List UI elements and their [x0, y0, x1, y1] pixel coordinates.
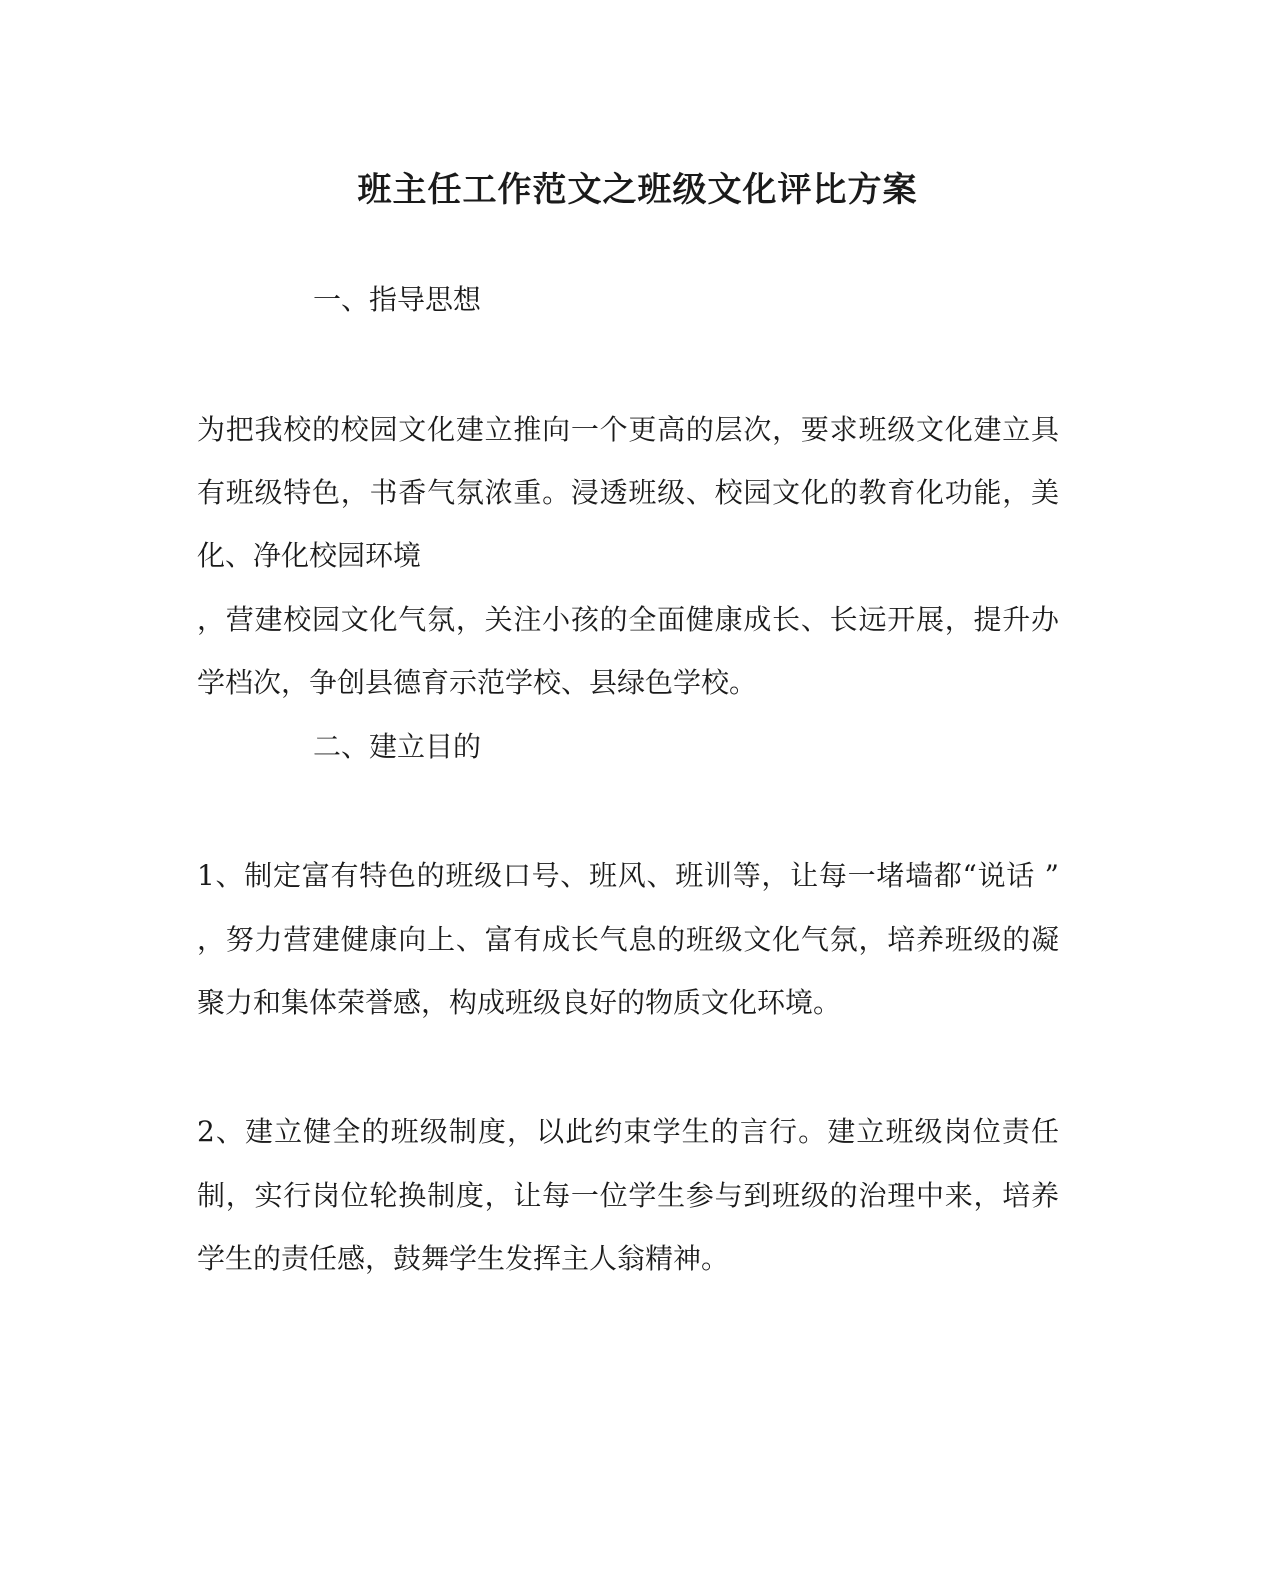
document-title: 班主任工作范文之班级文化评比方案	[357, 170, 918, 210]
list-item-line: 聚力和集体荣誉感，构成班级良好的物质文化环境。	[197, 986, 842, 1019]
section-heading-establish-purpose: 二、建立目的	[313, 730, 482, 763]
list-item-line: 1、制定富有特色的班级口号、班风、班训等，让每一堵墙都“说话 ”	[197, 859, 1059, 892]
section-heading-guiding-ideology: 一、指导思想	[313, 283, 482, 316]
paragraph-line: 化、净化校园环境	[197, 539, 422, 572]
list-item-line: 学生的责任感，鼓舞学生发挥主人翁精神。	[197, 1242, 730, 1275]
paragraph-line: 学档次，争创县德育示范学校、县绿色学校。	[197, 666, 758, 699]
list-item-line: ，努力营建健康向上、富有成长气息的班级文化气氛，培养班级的凝	[197, 923, 1059, 956]
paragraph-line: 有班级特色，书香气氛浓重。浸透班级、校园文化的教育化功能，美	[197, 476, 1059, 509]
paragraph-line: 为把我校的校园文化建立推向一个更高的层次，要求班级文化建立具	[197, 413, 1059, 446]
paragraph-line: ，营建校园文化气氛，关注小孩的全面健康成长、长远开展，提升办	[197, 603, 1059, 636]
list-item-line: 2、建立健全的班级制度，以此约束学生的言行。建立班级岗位责任	[197, 1115, 1059, 1148]
list-item-line: 制，实行岗位轮换制度，让每一位学生参与到班级的治理中来，培养	[197, 1179, 1059, 1212]
